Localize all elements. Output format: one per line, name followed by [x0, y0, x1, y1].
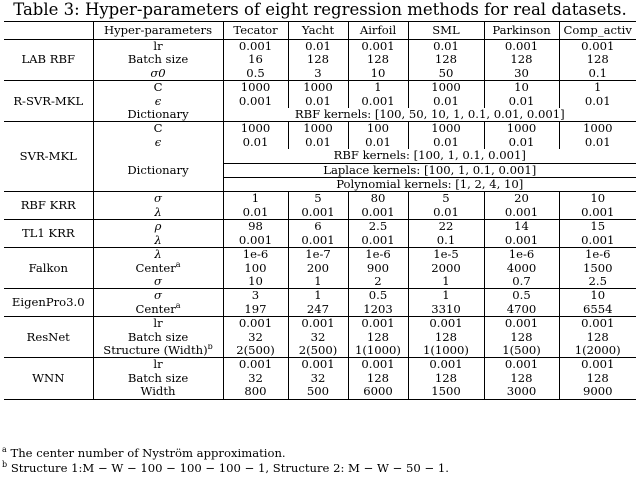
table-cell: 9000 [559, 385, 636, 399]
table-cell: 3 [223, 289, 288, 303]
table-cell: 32 [223, 331, 288, 344]
table-cell: 2.5 [348, 220, 408, 234]
footnote-a [2, 446, 638, 461]
table-row [4, 40, 636, 54]
table-cell: 128 [288, 53, 348, 66]
table-cell: 1500 [582, 261, 613, 275]
table-cell: 1000 [223, 122, 288, 136]
table-cell: 0.01 [223, 206, 288, 220]
table-cell: 15 [559, 220, 636, 234]
table-cell: 0.001 [348, 40, 408, 54]
hyperparameter-label [93, 344, 223, 358]
table-row [4, 122, 636, 136]
header-dataset-airfoil: Airfoil [348, 22, 408, 40]
table-row [4, 234, 636, 248]
footnotes [2, 446, 638, 476]
dictionary-cell: RBF kernels: [100, 50, 10, 1, 0.1, 0.01, 0.001] [223, 108, 636, 122]
table-cell: 1000 [408, 81, 484, 95]
table-cell: 1 [288, 289, 348, 303]
table-cell: 1000 [223, 81, 288, 95]
table-row [4, 275, 636, 289]
hyperparameter-label [93, 262, 223, 275]
table-cell: 14 [484, 220, 559, 234]
table-cell: 1e-6 [223, 248, 288, 262]
table-cell: 1(1000) [408, 344, 484, 358]
table-row [4, 372, 636, 385]
table-cell: 500 [288, 385, 348, 399]
table-cell: 0.001 [484, 40, 559, 54]
footnote-a-text: The center number of Nyström approximation. [10, 446, 286, 460]
table-cell: 1000 [288, 122, 348, 136]
table-cell: 1 [408, 289, 484, 303]
table-cell: 6 [288, 220, 348, 234]
hyperparameter-label-text: Center [135, 261, 176, 275]
hyperparameter-label-text: σ [154, 191, 162, 206]
hyperparameter-label-text: ρ [154, 219, 162, 234]
hyperparameter-label [93, 331, 223, 344]
table-cell: 1 [408, 275, 484, 289]
hyperparameter-label [93, 206, 223, 220]
hyperparameter-label-text: λ [154, 205, 162, 219]
table-row [4, 303, 636, 317]
table-cell: 128 [484, 53, 559, 66]
table-cell: 0.001 [223, 358, 288, 372]
table-row [4, 385, 636, 399]
hyperparameter-label-text: Structure (Width) [103, 343, 208, 357]
table-cell: 0.01 [584, 94, 611, 108]
table-cell: 0.1 [588, 66, 607, 80]
table-caption: Table 3: Hyper-parameters of eight regression methods for real datasets. [13, 0, 627, 19]
footnote-b-mark: b [2, 460, 8, 470]
table-cell: 100 [223, 262, 288, 275]
hyperparameter-label-text: C [153, 80, 163, 95]
hyperparameter-label [93, 303, 223, 317]
table-cell: 1(1000) [348, 344, 408, 358]
table-cell: 0.001 [348, 358, 408, 372]
hyperparameter-label [93, 108, 223, 122]
table-cell: 32 [223, 372, 288, 385]
table-cell: 10 [223, 275, 288, 289]
table-cell: 0.01 [484, 95, 559, 108]
table-body [4, 40, 636, 400]
hyperparameter-label [93, 372, 223, 385]
footnote-a-mark: a [2, 445, 7, 455]
hyperparameter-label-text: Batch size [127, 53, 189, 67]
method-name: EigenPro3.0 [4, 289, 93, 317]
table-cell: 80 [348, 192, 408, 206]
table-cell: 3310 [408, 303, 484, 317]
table-cell: 2000 [408, 262, 484, 275]
table-cell: 0.001 [484, 206, 559, 220]
table-cell: 1000 [484, 122, 559, 136]
table-cell: 0.001 [559, 317, 636, 331]
hyperparameter-label-text: lr [153, 316, 163, 331]
table-cell: 0.001 [484, 358, 559, 372]
table-row [4, 331, 636, 344]
hyperparameter-label [93, 385, 223, 399]
table-cell: 0.5 [223, 67, 288, 81]
table-cell: 2(500) [223, 344, 288, 358]
footnote-marker: a [175, 302, 181, 310]
table-cell: 0.001 [408, 317, 484, 331]
table-cell: 1203 [348, 303, 408, 317]
table-cell: 128 [408, 331, 484, 344]
hyperparameter-label [93, 67, 223, 81]
table-cell: 128 [484, 372, 559, 385]
hyperparameter-label-text: lr [153, 357, 163, 372]
table-cell: 0.001 [581, 205, 615, 219]
table-cell: 1(2000) [574, 343, 621, 357]
table-cell: 0.001 [288, 317, 348, 331]
hyperparameter-label [93, 234, 223, 248]
table-cell: 0.001 [348, 317, 408, 331]
table-cell: 1 [288, 275, 348, 289]
hyperparameter-label-text: σ [154, 288, 162, 303]
table-cell: 5 [288, 192, 348, 206]
hyperparameter-label [93, 220, 223, 234]
table-cell: 0.001 [348, 206, 408, 220]
footnote-marker: b [207, 343, 213, 352]
table-cell: 1500 [408, 385, 484, 399]
table-row [4, 206, 636, 220]
table-cell: 2(500) [288, 344, 348, 358]
table-cell: 0.001 [288, 234, 348, 248]
table-cell: 128 [586, 371, 609, 385]
table-cell: 1000 [408, 122, 484, 136]
table-cell: 800 [223, 385, 288, 399]
table-cell: 4000 [484, 262, 559, 275]
table-cell: 32 [288, 372, 348, 385]
table-row [4, 344, 636, 358]
header-dataset-comp-activ: Comp_activ [559, 22, 636, 40]
table-cell: 6554 [582, 302, 613, 316]
table-cell: 1 [559, 81, 636, 95]
hyperparameter-label [93, 275, 223, 289]
footnote-b [2, 461, 638, 476]
table-cell: 0.001 [348, 234, 408, 248]
table-cell: 0.001 [288, 358, 348, 372]
table-cell: 0.01 [288, 136, 348, 149]
header-hyperparameters: Hyper-parameters [93, 22, 223, 40]
method-name: LAB RBF [4, 40, 93, 81]
table-cell: 1000 [288, 81, 348, 95]
table-cell: 2 [348, 275, 408, 289]
hyperparameter-label-text: ϵ [154, 135, 162, 149]
table-cell: 0.01 [408, 95, 484, 108]
table-cell: 1000 [559, 122, 636, 136]
table-cell: 32 [288, 331, 348, 344]
table-cell: 1 [223, 192, 288, 206]
hyperparameter-label-text: σ [154, 274, 162, 288]
hyperparameter-table-container [4, 21, 636, 400]
table-cell: 0.1 [408, 234, 484, 248]
table-cell: 0.01 [288, 95, 348, 108]
table-row [4, 81, 636, 95]
table-cell: 0.001 [223, 317, 288, 331]
dictionary-cell: RBF kernels: [100, 1, 0.1, 0.001] [223, 149, 636, 163]
table-cell: 0.001 [484, 317, 559, 331]
table-cell: 0.001 [223, 234, 288, 248]
table-cell: 247 [288, 303, 348, 317]
table-cell: 100 [348, 122, 408, 136]
table-cell: 22 [408, 220, 484, 234]
table-cell: 1e-6 [484, 248, 559, 262]
table-cell: 1e-5 [408, 248, 484, 262]
table-cell: 50 [408, 67, 484, 81]
table-cell: 1e-7 [288, 248, 348, 262]
table-cell: 0.001 [559, 358, 636, 372]
table-cell: 0.01 [584, 135, 611, 149]
table-row [4, 317, 636, 331]
table-cell: 10 [559, 192, 636, 206]
header-dataset-yacht: Yacht [288, 22, 348, 40]
hyperparameter-table [4, 21, 636, 400]
hyperparameter-label-text: λ [154, 233, 162, 247]
table-cell: 128 [348, 331, 408, 344]
header-corner [4, 22, 93, 40]
table-row [4, 67, 636, 81]
dictionary-cell: Polynomial kernels: [1, 2, 4, 10] [223, 178, 636, 192]
table-cell: 10 [559, 289, 636, 303]
table-cell: 5 [408, 192, 484, 206]
header-row [4, 22, 636, 40]
footnote-marker: a [175, 261, 181, 269]
table-cell: 128 [408, 372, 484, 385]
table-row [4, 95, 636, 108]
table-cell: 0.5 [484, 289, 559, 303]
method-name: Falkon [4, 248, 93, 289]
hyperparameter-label-text: Width [140, 385, 176, 399]
table-row [4, 149, 636, 163]
hyperparameter-label [93, 317, 223, 331]
table-cell: 16 [223, 53, 288, 66]
table-cell: 1e-6 [348, 248, 408, 262]
hyperparameter-label-text: Center [135, 302, 176, 316]
hyperparameter-label [93, 53, 223, 66]
hyperparameter-label-text: λ [154, 247, 162, 262]
table-cell: 128 [348, 53, 408, 66]
table-cell: 20 [484, 192, 559, 206]
hyperparameter-label [93, 149, 223, 192]
table-cell: 0.7 [484, 275, 559, 289]
table-cell: 128 [408, 53, 484, 66]
method-name: RBF KRR [4, 192, 93, 220]
table-row [4, 192, 636, 206]
table-cell: 3 [288, 67, 348, 81]
table-row [4, 248, 636, 262]
hyperparameter-label-text: σ0 [150, 66, 166, 80]
table-row [4, 220, 636, 234]
hyperparameter-label [93, 81, 223, 95]
table-row [4, 358, 636, 372]
hyperparameter-label-text: C [153, 121, 163, 136]
hyperparameter-label-text: Dictionary [127, 162, 189, 177]
table-row [4, 136, 636, 149]
table-cell: 0.01 [408, 40, 484, 54]
hyperparameter-label [93, 192, 223, 206]
table-cell: 0.001 [223, 95, 288, 108]
method-name: TL1 KRR [4, 220, 93, 248]
table-row [4, 289, 636, 303]
table-row [4, 53, 636, 66]
hyperparameter-label-text: lr [153, 39, 163, 53]
header-dataset-parkinson: Parkinson [484, 22, 559, 40]
table-cell: 200 [288, 262, 348, 275]
table-cell: 0.001 [288, 206, 348, 220]
hyperparameter-label [93, 40, 223, 54]
table-cell: 197 [223, 303, 288, 317]
table-cell: 4700 [484, 303, 559, 317]
table-cell: 128 [586, 53, 609, 67]
table-cell: 1e-6 [559, 248, 636, 262]
dictionary-cell: Laplace kernels: [100, 1, 0.1, 0.001] [223, 163, 636, 177]
table-cell: 0.001 [581, 233, 615, 247]
hyperparameter-label-text: Dictionary [127, 108, 189, 122]
table-cell: 2.5 [588, 274, 607, 288]
method-name: WNN [4, 358, 93, 399]
table-row [4, 262, 636, 275]
method-name: SVR-MKL [4, 122, 93, 192]
table-cell: 128 [484, 331, 559, 344]
hyperparameter-label [93, 248, 223, 262]
footnote-b-text: Structure 1:M − W − 100 − 100 − 100 − 1, Structure 2: M − W − 50 − 1. [10, 461, 449, 475]
hyperparameter-label [93, 122, 223, 136]
table-cell: 10 [348, 67, 408, 81]
table-cell: 0.01 [408, 206, 484, 220]
table-cell: 0.5 [348, 289, 408, 303]
table-cell: 0.01 [484, 136, 559, 149]
hyperparameter-label [93, 136, 223, 149]
hyperparameter-label-text: Batch size [127, 371, 189, 385]
table-cell: 10 [484, 81, 559, 95]
table-cell: 128 [348, 372, 408, 385]
table-cell: 0.001 [559, 40, 636, 54]
table-cell: 128 [586, 330, 609, 344]
table-cell: 30 [484, 67, 559, 81]
header-dataset-sml: SML [408, 22, 484, 40]
table-cell: 3000 [484, 385, 559, 399]
method-name: ResNet [4, 317, 93, 358]
header-dataset-tecator: Tecator [223, 22, 288, 40]
hyperparameter-label-text: ϵ [154, 94, 162, 108]
table-cell: 0.001 [348, 95, 408, 108]
table-cell: 6000 [348, 385, 408, 399]
table-cell: 1(500) [484, 344, 559, 358]
table-row [4, 108, 636, 122]
hyperparameter-label-text: Batch size [127, 330, 189, 344]
table-cell: 0.001 [408, 358, 484, 372]
table-cell: 0.001 [484, 234, 559, 248]
table-cell: 0.01 [223, 136, 288, 149]
hyperparameter-label [93, 289, 223, 303]
table-cell: 98 [223, 220, 288, 234]
table-cell: 0.01 [288, 40, 348, 54]
table-cell: 0.01 [348, 136, 408, 149]
hyperparameter-label [93, 95, 223, 108]
table-cell: 0.001 [223, 40, 288, 54]
table-cell: 900 [348, 262, 408, 275]
table-cell: 1 [348, 81, 408, 95]
table-cell: 0.01 [408, 136, 484, 149]
hyperparameter-label [93, 358, 223, 372]
method-name: R-SVR-MKL [4, 81, 93, 122]
